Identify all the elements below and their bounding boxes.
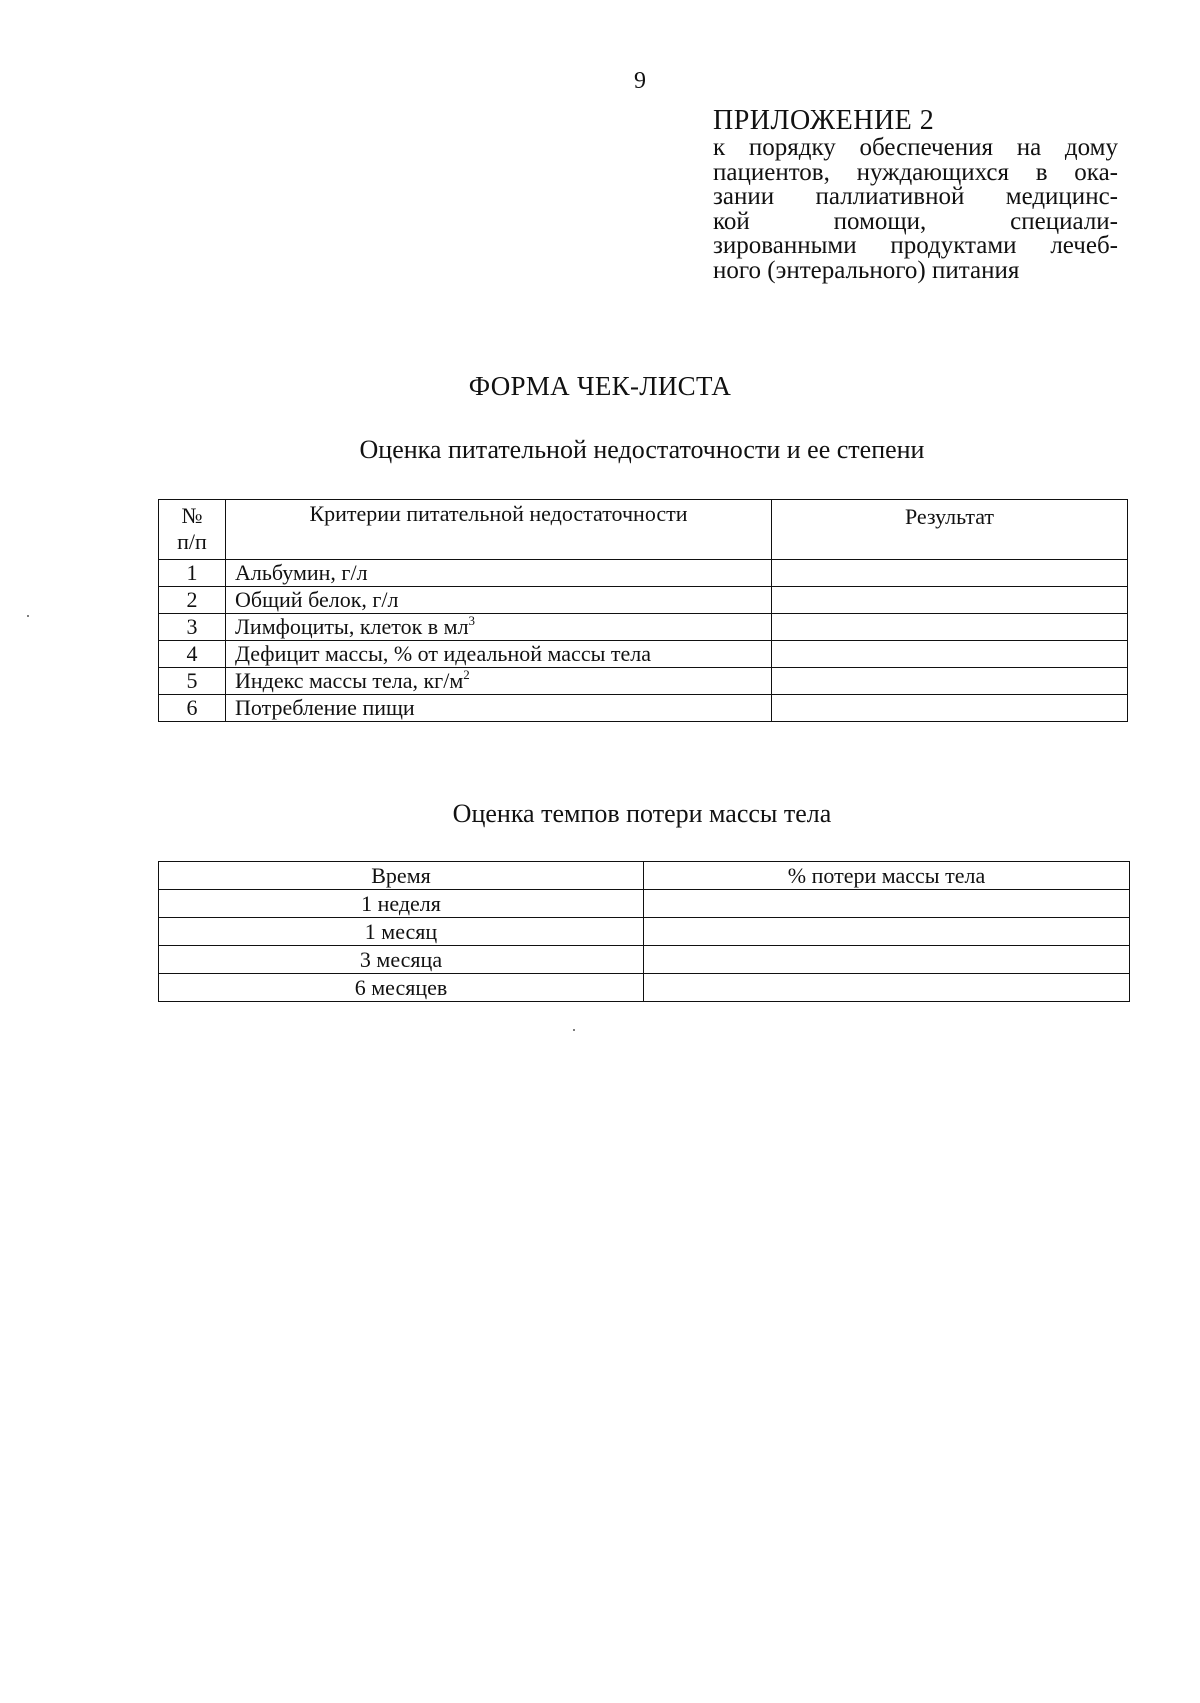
form-title: ФОРМА ЧЕК-ЛИСТА bbox=[468, 371, 732, 401]
loss-percent-cell[interactable] bbox=[644, 946, 1130, 974]
row-number: 3 bbox=[159, 614, 226, 641]
row-number: 6 bbox=[159, 695, 226, 722]
loss-percent-cell[interactable] bbox=[644, 974, 1130, 1002]
table-row bbox=[159, 587, 1128, 614]
result-cell[interactable] bbox=[772, 614, 1128, 641]
time-period-cell: 1 месяц bbox=[159, 918, 644, 946]
table-row bbox=[159, 918, 1130, 946]
criterion-label: Общий белок, г/л bbox=[235, 587, 399, 612]
weight-loss-table bbox=[158, 861, 1130, 1002]
column-header-loss: % потери массы тела bbox=[644, 862, 1130, 890]
result-cell[interactable] bbox=[772, 560, 1128, 587]
column-header-criterion: Критерии питательной недостаточности bbox=[226, 500, 772, 560]
table-row bbox=[159, 974, 1130, 1002]
scan-speck bbox=[573, 1029, 575, 1031]
table-row bbox=[159, 890, 1130, 918]
criterion-cell bbox=[226, 641, 772, 668]
appendix-line: зированными продуктами лечеб- bbox=[713, 232, 1118, 259]
table-row bbox=[159, 668, 1128, 695]
appendix-line: ного (энтерального) питания bbox=[713, 256, 1020, 284]
scan-speck bbox=[27, 615, 29, 617]
appendix-line: кой помощи, специали- bbox=[713, 207, 1118, 235]
criterion-label: Потребление пищи bbox=[235, 695, 415, 720]
loss-section-title: Оценка темпов потери массы тела bbox=[452, 799, 832, 828]
row-number: 2 bbox=[159, 587, 226, 614]
loss-percent-cell[interactable] bbox=[644, 890, 1130, 918]
row-number: 4 bbox=[159, 641, 226, 668]
row-number: 5 bbox=[159, 668, 226, 695]
loss-header-row bbox=[159, 862, 1130, 890]
header-number-symbol: № bbox=[181, 503, 203, 528]
table-row bbox=[159, 614, 1128, 641]
result-cell[interactable] bbox=[772, 668, 1128, 695]
criterion-cell bbox=[226, 614, 772, 641]
column-header-number bbox=[159, 500, 226, 560]
criterion-cell bbox=[226, 668, 772, 695]
row-number: 1 bbox=[159, 560, 226, 587]
appendix-line: к порядку обеспечения на дому bbox=[713, 134, 1118, 161]
loss-percent-cell[interactable] bbox=[644, 918, 1130, 946]
table-row bbox=[159, 560, 1128, 587]
header-number-abbrev: п/п bbox=[177, 529, 207, 554]
page-number: 9 bbox=[634, 68, 646, 94]
appendix-header bbox=[713, 106, 1118, 283]
time-period-cell: 1 неделя bbox=[159, 890, 644, 918]
appendix-line: зании паллиативной медицинс- bbox=[713, 183, 1118, 210]
table-row bbox=[159, 695, 1128, 722]
column-header-time: Время bbox=[159, 862, 644, 890]
criterion-cell bbox=[226, 560, 772, 587]
appendix-line: пациентов, нуждающихся в ока- bbox=[713, 158, 1118, 186]
criterion-label: Лимфоциты, клеток в мл bbox=[235, 614, 469, 639]
criterion-label: Индекс массы тела, кг/м bbox=[235, 668, 464, 693]
criterion-label: Альбумин, г/л bbox=[235, 560, 368, 585]
criterion-cell bbox=[226, 587, 772, 614]
unit-exponent: 2 bbox=[463, 667, 470, 682]
unit-exponent: 3 bbox=[468, 613, 476, 628]
result-cell[interactable] bbox=[772, 587, 1128, 614]
result-cell[interactable] bbox=[772, 695, 1128, 722]
time-period-cell: 3 месяца bbox=[159, 946, 644, 974]
criteria-table bbox=[158, 499, 1128, 722]
appendix-title: ПРИЛОЖЕНИЕ 2 bbox=[713, 105, 935, 136]
table-row bbox=[159, 946, 1130, 974]
criteria-header-row bbox=[159, 500, 1128, 560]
result-cell[interactable] bbox=[772, 641, 1128, 668]
criterion-cell bbox=[226, 695, 772, 722]
column-header-result: Результат bbox=[772, 500, 1128, 560]
table-row bbox=[159, 641, 1128, 668]
criterion-label: Дефицит массы, % от идеальной массы тела bbox=[235, 641, 651, 666]
time-period-cell: 6 месяцев bbox=[159, 974, 644, 1002]
criteria-section-title: Оценка питательной недостаточности и ее степени bbox=[359, 435, 925, 464]
